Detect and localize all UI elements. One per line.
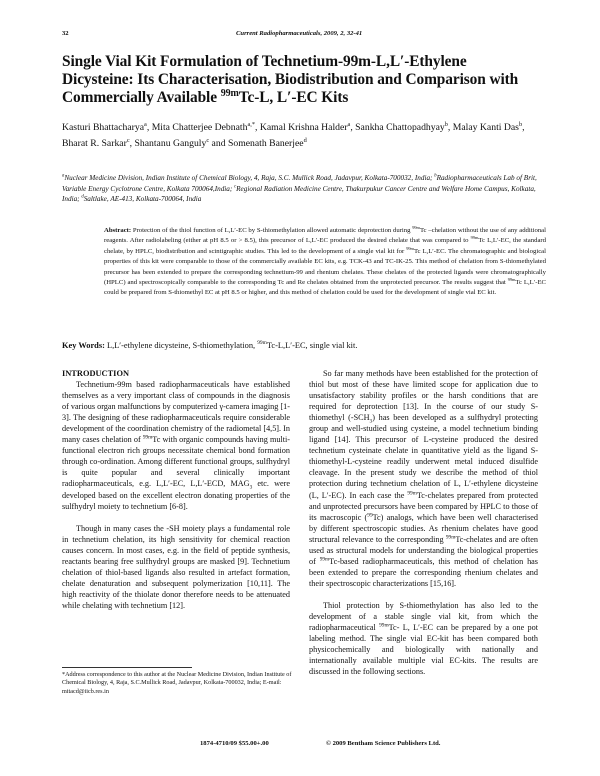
author-name: Malay Kanti Das — [452, 122, 519, 133]
affil-d-mark: d — [81, 194, 84, 200]
intro-paragraph-1 — [62, 379, 290, 512]
p3-text-f: Tc-based radiopharmaceuticals, this method of chelation has been extended to prepare the corresponding rhenium chelates and their spectroscopic characterizations [15,16]. — [309, 556, 538, 588]
p1-text-b: Tc with organic compounds having multi-functional electron rich groups necessitate chemical bond formation through co-ordination. Among different functional groups, sulfhydryl is quite popular and several clinically important radiopharmaceuticals, e.g. L,L′-EC, L,L′-ECD, MAG — [62, 435, 290, 489]
affil-a: Nuclear Medicine Division, Indian Institute of Chemical Biology, 4, Raja, S.C. Mullick Road, Jadavpur, Kolkata-700032, India; — [64, 174, 435, 182]
abstract-text-4: Tc L,L′-EC. The chromatographic and biological properties of this kit were comparable to those of the commercially available EC kits, e.g. TCK-43 and TC-IK-25. This method of chelation from S-thiomethylated precursor has been extended to prepare the corresponding technetium-99 and rhenium chelates. These chelates of the protected ligands were chromatographically (HPLC) and spectroscopically comparable to the corresponding Tc and Re chelates obtained from the unprotected precursor. The results suggest that — [104, 247, 546, 287]
p3-iso-3: 99m — [445, 533, 456, 540]
abstract-text-5: Tc L,L′-EC could be prepared from S-thiomethyl EC at pH 8.5 or higher, and this method of chelation could be used for the development of single vial EC kit. — [104, 279, 546, 297]
author-affiliation-mark: a — [144, 120, 147, 128]
p3-iso-2: 99 — [367, 511, 373, 518]
abstract-text-3: Tc L,L′-EC, the standard chelate, by HPLC, biodistribution and scintigraphic studies. This led to the development of a single vial kit for — [104, 237, 546, 255]
author-separator: , — [447, 122, 453, 133]
copyright: © 2009 Bentham Science Publishers Ltd. — [326, 740, 441, 747]
keywords-iso: 99m — [257, 340, 267, 347]
author-affiliation-mark: c — [126, 136, 130, 144]
author-name: Kasturi Bhattacharya — [62, 122, 145, 133]
author-name: Shantanu Ganguly — [134, 137, 207, 149]
article-title — [62, 53, 538, 106]
correspondence-footnote: *Address correspondence to this author at the Nuclear Medicine Division, Indian Institute of Chemical Biology, 4, Raja, S.C.Mullick Road, Jadavpur, Kolkata-700032, India; E-mail: mitacd@iicb.res.in — [62, 671, 292, 695]
abstract-iso-2: 99m — [470, 235, 479, 241]
affil-b: Radiopharmaceuticals Lab of Brit, Variable Energy Cyclotrone Centre, Kolkata 700064,India; — [62, 174, 537, 193]
p1-sub: 3 — [249, 485, 253, 492]
author-affiliation-mark: b — [444, 120, 448, 128]
p3-text-e: Tc-chelates and are often used as structural models for understanding the biological properties of — [309, 534, 538, 566]
affil-c-mark: c — [234, 184, 237, 190]
title-suffix: Tc-L, L′-EC Kits — [238, 88, 349, 106]
author-separator: , — [522, 122, 525, 133]
issn-price: 1874-4710/09 $55.00+.00 — [200, 740, 269, 747]
p1-text-a: Technetium-99m based radiopharmaceuticals have established themselves as a very important class of compounds in the diagnosis of various organ malfunctions by computerized γ-camera imaging [1-3]. The designing of these radiopharmaceuticals require considerable development of the coordination chemistry of the radiometal [4,5]. In many cases chelation of — [62, 380, 290, 445]
author-name: Sankha Chattopadhyay — [355, 122, 445, 133]
keywords — [62, 340, 538, 352]
p4-text-b: Tc- L, L′-EC can be prepared by a one pot labeling method. The single vial EC-kit has been compared both physicochemically and biologically with nationally and internationally available multiple vial EC-kits. The results are discussed in the following sections. — [309, 623, 539, 677]
p1-iso: 99m — [142, 434, 153, 441]
title-isotope: 99m — [220, 87, 239, 99]
left-column — [62, 368, 290, 611]
abstract-label: Abstract: — [104, 227, 132, 234]
footnote-rule — [62, 667, 192, 668]
author-name: Bharat R. Sarkar — [62, 137, 127, 149]
keywords-text-1: L,L′-ethylene dicysteine, S-thiomethylation, — [104, 341, 258, 350]
affil-c: Regional Radiation Medicine Centre, Thakurpukur Cancer Centre and Welfare Home Campus, Kolkata, India; — [62, 184, 536, 204]
affil-b-mark: b — [434, 173, 437, 179]
author-name: Kamal Krishna Halder — [259, 122, 348, 133]
p3-sub: 3 — [369, 418, 373, 425]
intro-paragraph-4 — [309, 600, 538, 677]
abstract-text-1: Protection of the thiol function of L,L′-EC by S-thiomethylation allowed automatic deprotection during — [131, 227, 413, 234]
author-separator: and — [209, 137, 228, 149]
p3-text-a: So far many methods have been established for the protection of thiol but most of these have limited scope for application due to unsatisfactory stability profiles or the harsh conditions that are required for deprotection [13]. In the course of our study S-thiomethyl (-SCH — [309, 369, 538, 423]
intro-paragraph-3 — [309, 368, 538, 589]
author-separator: , — [350, 122, 356, 133]
keywords-text-2: Tc-L,L′-EC, single vial kit. — [266, 341, 358, 350]
abstract-iso-1: 99m — [412, 224, 420, 230]
author-affiliation-mark: a — [347, 120, 351, 128]
p3-text-b: ) has been developed as a sulfhydryl protecting group and well-studied using cysteine, a model technetium binding ligand [14]. This precursor of L-cysteine produced the desired technetium cysteinate chelate in quantitative yield as the ligand S-thiomethyl-L-cysteine readily underwent metal induced disulfide cleavage. In the present study we describe the method of thiol protection during technetium chelation of L, L′-ethylene dicysteine (L, L′-EC). In each case the — [309, 413, 538, 500]
p1-text-c: etc. were developed based on the excellent electron donating properties of the sulfhydryl moiety to technetium [6-8]. — [62, 479, 291, 511]
p3-text-d: Tc) analogs, which have been well characterised by different spectroscopic studies. As rhenium chelates have good structural relevance to the corresponding — [309, 512, 538, 544]
author-separator: , — [254, 122, 260, 133]
author-list — [62, 120, 538, 151]
author-affiliation-mark: c — [206, 136, 210, 144]
p4-iso: 99m — [379, 622, 389, 629]
p3-text-c: Tc-chelates prepared from protected and unprotected precursors have been compared by HPLC to those of its macroscopic ( — [309, 490, 538, 522]
abstract-iso-3: 99m — [406, 245, 414, 251]
keywords-label: Key Words: — [62, 341, 105, 350]
p4-text-a: Thiol protection by S-thiomethylation has also led to the development of a stable single vial kit, from which the radiopharmaceutical — [309, 600, 538, 633]
abstract — [104, 226, 546, 299]
abstract-iso-4: 99m — [507, 276, 516, 282]
paragraph-gap — [62, 512, 290, 523]
affiliations — [62, 173, 538, 205]
author-separator: , — [129, 137, 135, 149]
author-affiliation-mark: a,* — [247, 120, 255, 128]
affil-a-mark: a — [62, 173, 65, 179]
author-name: Mita Chatterjee Debnath — [151, 122, 248, 133]
journal-citation: Current Radiopharmaceuticals, 2009, 2, 32-41 — [236, 30, 363, 37]
abstract-text-2: Tc –chelation without the use of any additional reagents. After radiolabeling (either at pH 8.5 or > 8.5), this precursor of L,L′-EC produced the desired chelate that was compared to — [104, 227, 546, 245]
author-affiliation-mark: b — [518, 120, 523, 128]
intro-paragraph-2: Though in many cases the -SH moiety plays a fundamental role in technetium chelation, its high sensitivity for chemical reaction causes concern. In most cases, e.g. in the field of peptide synthesis, reactants bearing free sulfhydryl groups are masked [9]. Technetium chelation of thiol-based ligands also resulted in artefact formation, chelate denaturation and subsequent polymerization [10,11]. The high reactivity of the thiolate donor therefore needs to be attenuated while chelating with technetium [12]. — [62, 523, 290, 610]
right-column — [309, 368, 538, 677]
p3-iso-4: 99m — [319, 556, 330, 563]
section-heading: INTRODUCTION — [62, 369, 130, 378]
p3-iso: 99m — [407, 489, 417, 496]
author-affiliation-mark: d — [303, 136, 307, 144]
page-number: 32 — [62, 30, 69, 37]
title-main: Single Vial Kit Formulation of Technetium-99m-L,L′-Ethylene Dicysteine: Its Characterisation, Biodistribution and Comparison with Commercially Available — [62, 53, 519, 106]
affil-d: Saltlake, AE-413, Kolkata-700064, India — [83, 195, 202, 204]
author-separator: , — [146, 122, 152, 133]
paragraph-gap — [309, 589, 538, 600]
author-name: Somenath Banerjee — [227, 137, 304, 149]
